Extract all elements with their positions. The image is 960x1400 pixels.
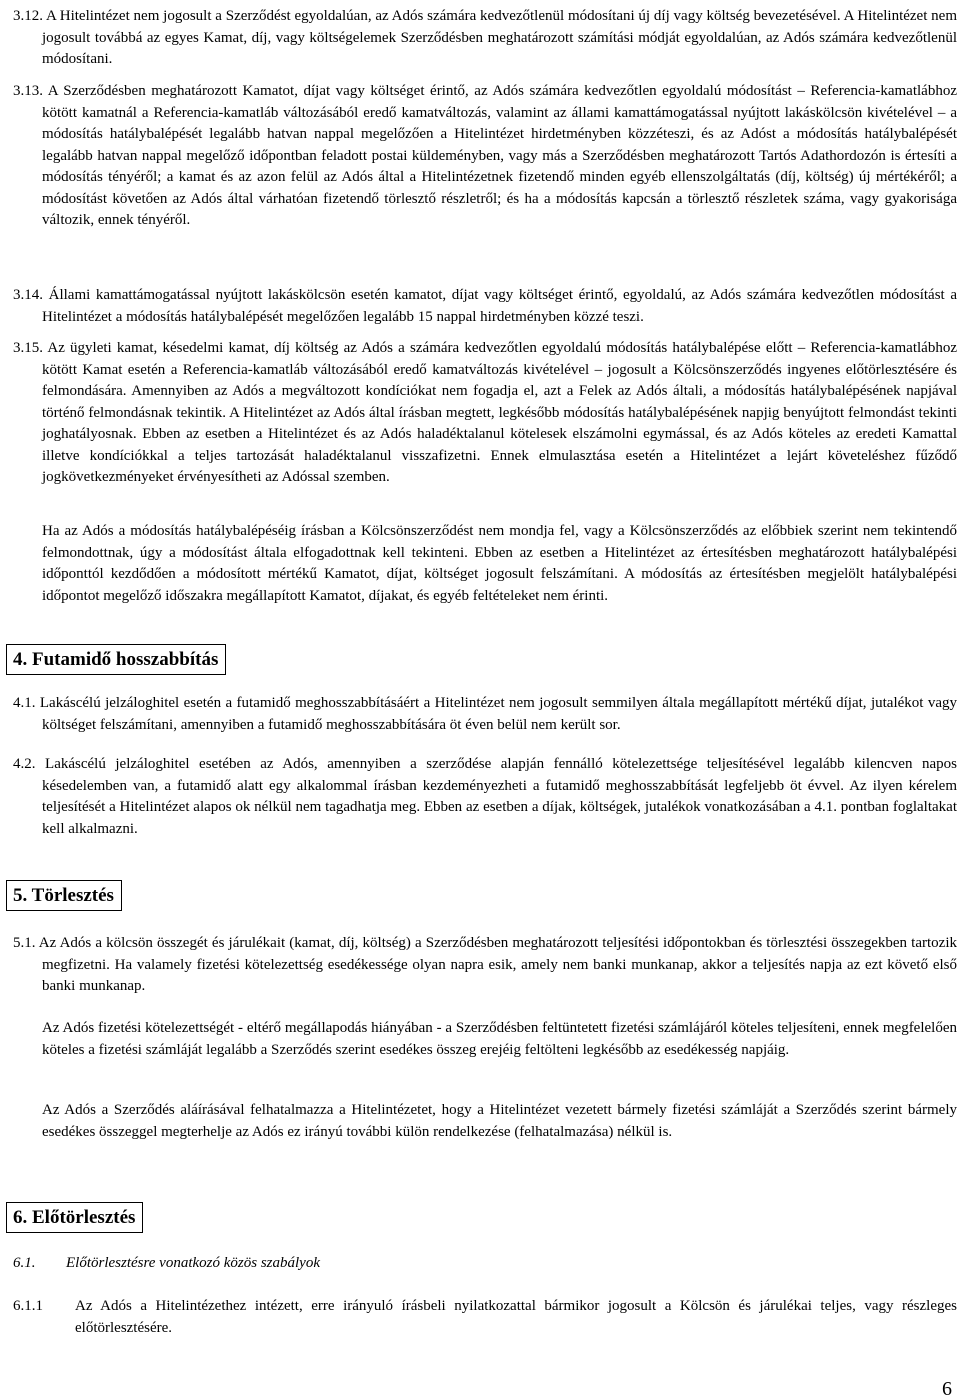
paragraph-6-1-1-number: 6.1.1	[13, 1298, 43, 1314]
paragraph-3-14-text: 3.14. Állami kamattámogatással nyújtott lakáskölcsön esetén kamatot, díjat vagy költséget érintő, egyoldalú, az Adós számára kedvezőtlen módosítást a Hitelintézet a módosítás hatálybalépését megelőzően legalább 15 nappal hirdetményben közzé teszi.	[13, 287, 957, 325]
paragraph-4-2	[13, 754, 957, 840]
paragraph-4-2-text: 4.2. Lakáscélú jelzáloghitel esetében az Adós, amennyiben a szerződése alapján fennálló kötelezettsége teljesítésével legalább kilencven napos késedelemben van, a futamidő alatt egy alkalommal írásban kezdeményezheti a futamidő meghosszabbítását legfeljebb öt évvel. Az ilyen kérelem teljesítését a Hitelintézet alapos ok nélkül nem tagadhatja meg. Ebben az esetben a díjak, költségek, jutalékok vonatkozásában a 4.1. pontban foglaltakat kell alkalmazni.	[13, 756, 957, 837]
paragraph-5-1-c: Az Adós a Szerződés aláírásával felhatalmazza a Hitelintézetet, hogy a Hitelintézet vezetett bármely fizetési számláját a Szerződés szerint bármely esedékes összeggel megterhelje az Adós ez irányú további külön rendelkezése (felhatalmazása) nélkül is.	[42, 1102, 957, 1140]
paragraph-5-1	[13, 933, 957, 998]
paragraph-4-1-text: 4.1. Lakáscélú jelzáloghitel esetén a futamidő meghosszabbításáért a Hitelintézet nem jogosult semmilyen általa megállapított mértékű díjat, jutalékot vagy költséget felszámítani, amennyiben a futamidő meghosszabbítására öt éven belül nem került sor.	[13, 695, 957, 733]
page-number: 6	[942, 1378, 952, 1400]
subsection-6-1-title: Előtörlesztésre vonatkozó közös szabályok	[66, 1255, 320, 1271]
paragraph-3-14	[13, 285, 957, 328]
paragraph-3-13-text: 3.13. A Szerződésben meghatározott Kamatot, díjat vagy költséget érintő, az Adós számára kedvezőtlen egyoldalú módosítást – Referencia-kamatlábhoz kötött kamatnál a Referencia-kamatláb változásából eredő kamatváltozás, valamint az állami kamattámogatással nyújtott lakáskölcsön kivételével – a módosítás hatálybalépését legalább hatvan nappal megelőzően a Hitelintézet hirdetményben közzéteszi, és az Adóst a módosítás hatálybalépését legalább hatvan nappal megelőző időpontban feladott postai küldeményben, vagy más a Szerződésben meghatározott Tartós Adathordozón is értesíti a módosítás tényéről; a kamat és az azon felül az Adós által a Hitelintézetnek fizetendő minden egyéb ellenszolgáltatás (díj, költség) új mértékéről; a módosítást követően az Adós által várhatóan fizetendő törlesztő részletről; és ha a módosítás kapcsán a törlesztő részletek száma, vagy gyakorisága változik, ennek tényéről.	[13, 83, 957, 228]
paragraph-3-15-text: 3.15. Az ügyleti kamat, késedelmi kamat, díj költség az Adós a számára kedvezőtlen egyoldalú módosítás hatálybalépése előtt – Referencia-kamatlábhoz kötött Kamat esetén a Referencia-kamatláb változásából eredő kamatváltozás kivételével – jogosult a Kölcsönszerződés ingyenes előtörlesztésére és felmondására. Amennyiben az Adós a megváltozott kondíciókat nem fogadja el, azt a Felek az Adós általi, a módosítás hatálybalépésének napjával történő felmondásnak tekintik. A Hitelintézet az Adós által írásban megtett, legkésőbb módosítás hatálybalépésének napjig benyújtott felmondást tekinti joghatályosnak. Ebben az esetben a Hitelintézet és az Adós haladéktalanul kötelesek elszámolni egymással, és az Adós köteles az eredeti Kamattal illetve kondíciókkal a teljes tartozását haladéktalanul visszafizetni. Ennek elmulasztása esetén a Hitelintézet a lejárt követeléshez fűződő jogkövetkezményeket érvényesítheti az Adóssal szemben.	[13, 340, 957, 485]
section-6-heading: 6. Előtörlesztés	[6, 1202, 143, 1233]
subsection-6-1-number: 6.1.	[13, 1255, 36, 1271]
paragraph-6-1-1-text: Az Adós a Hitelintézethez intézett, erre irányuló írásbeli nyilatkozattal bármikor jogosult a Kölcsön és járulékai teljes, vagy részleges előtörlesztésére.	[75, 1298, 957, 1336]
paragraph-3-12	[13, 6, 957, 71]
section-5-heading: 5. Törlesztés	[6, 880, 122, 911]
paragraph-3-15	[13, 338, 957, 489]
paragraph-5-1-b: Az Adós fizetési kötelezettségét - eltérő megállapodás hiányában - a Szerződésben feltüntetett fizetési számlájáról köteles teljesíteni, ennek megfelelően köteles a fizetési számláját legalább a Szerződés szerint esedékes összeg erejéig feltölteni legkésőbb az esedékesség napjáig.	[42, 1020, 957, 1058]
paragraph-3-12-text: 3.12. A Hitelintézet nem jogosult a Szerződést egyoldalúan, az Adós számára kedvezőtlenül módosítani új díj vagy költség bevezetésével. A Hitelintézet nem jogosult továbbá az egyes Kamat, díj, vagy költségelemek Szerződésben meghatározott számítási módját egyoldalúan, az Adós számára kedvezőtlenül módosítani.	[13, 8, 957, 67]
paragraph-3-13	[13, 81, 957, 232]
paragraph-5-1-text: 5.1. Az Adós a kölcsön összegét és járulékait (kamat, díj, költség) a Szerződésben meghatározott teljesítési időpontokban és törlesztési összegekben tartozik megfizetni. Ha valamely fizetési kötelezettség esedékessége olyan napra esik, amely nem banki munkanap, akkor a teljesítés napja az ezt követő első banki munkanap.	[13, 935, 957, 994]
paragraph-3-15-continuation: Ha az Adós a módosítás hatálybalépéséig írásban a Kölcsönszerződést nem mondja fel, vagy a Kölcsönszerződés az előbbiek szerint nem tekintendő felmondottnak, úgy a módosítást általa elfogadottnak kell tekinteni. Ebben az esetben a Hitelintézet az értesítésben meghatározott hatálybalépési időponttól kezdődően a módosított mértékű Kamatot, díjat, költséget jogosult felszámítani. A módosítás az értesítésben megjelölt hatálybalépési időpontot megelőző időszakra megállapított Kamatot, díjakat, és egyéb feltételeket nem érinti.	[42, 523, 957, 604]
paragraph-4-1	[13, 693, 957, 736]
section-4-heading: 4. Futamidő hosszabbítás	[6, 644, 226, 675]
